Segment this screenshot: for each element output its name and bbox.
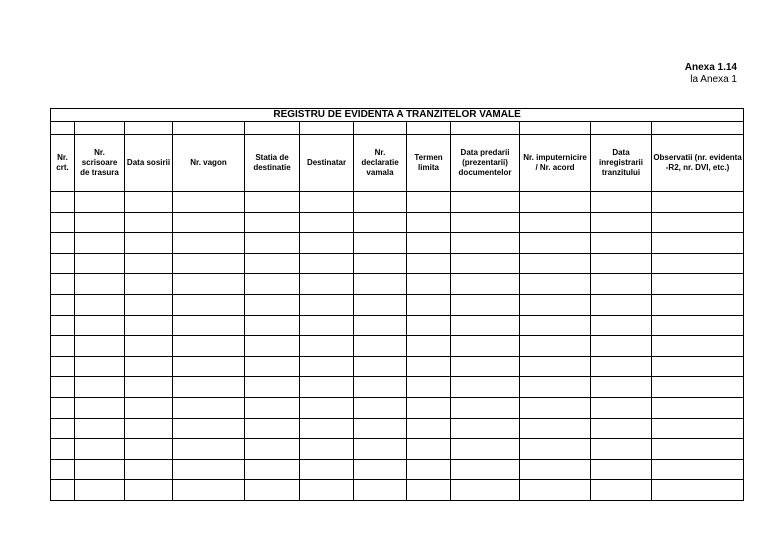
table-cell <box>75 192 125 213</box>
table-cell <box>125 294 173 315</box>
table-cell <box>652 439 744 460</box>
table-cell <box>451 356 520 377</box>
table-cell <box>451 377 520 398</box>
table-cell <box>451 212 520 233</box>
table-cell <box>451 439 520 460</box>
table-cell <box>591 439 652 460</box>
table-cell <box>652 336 744 357</box>
table-cell <box>245 212 300 233</box>
table-cell <box>354 377 407 398</box>
table-cell <box>354 418 407 439</box>
table-cell <box>173 253 245 274</box>
register-title: REGISTRU DE EVIDENTA A TRANZITELOR VAMALE <box>51 109 744 122</box>
table-cell <box>245 459 300 480</box>
table-row <box>51 294 744 315</box>
table-cell <box>300 439 354 460</box>
table-cell <box>51 418 75 439</box>
table-cell <box>125 192 173 213</box>
column-header-termen-limita: Termen limita <box>407 135 451 192</box>
table-cell <box>75 274 125 295</box>
table-cell <box>51 192 75 213</box>
table-cell <box>407 274 451 295</box>
table-row <box>51 397 744 418</box>
column-header-observatii: Observatii (nr. evidenta -R2, nr. DVI, etc.) <box>652 135 744 192</box>
table-cell <box>75 459 125 480</box>
table-cell <box>125 253 173 274</box>
table-cell <box>451 192 520 213</box>
table-cell <box>354 397 407 418</box>
table-cell <box>125 315 173 336</box>
table-cell <box>451 336 520 357</box>
table-cell <box>407 356 451 377</box>
table-cell <box>451 253 520 274</box>
table-cell <box>51 480 75 501</box>
table-cell <box>173 192 245 213</box>
table-cell <box>652 315 744 336</box>
table-cell <box>407 439 451 460</box>
table-cell <box>173 397 245 418</box>
table-cell <box>591 233 652 254</box>
table-cell <box>591 397 652 418</box>
table-cell <box>51 397 75 418</box>
table-cell <box>75 315 125 336</box>
table-cell <box>451 315 520 336</box>
table-cell <box>354 274 407 295</box>
table-cell <box>51 294 75 315</box>
annex-reference <box>685 62 737 86</box>
table-row <box>51 418 744 439</box>
table-cell <box>520 459 591 480</box>
column-header-nr-crt: Nr. crt. <box>51 135 75 192</box>
table-cell <box>451 233 520 254</box>
table-cell <box>300 459 354 480</box>
table-cell <box>652 192 744 213</box>
table-cell <box>173 480 245 501</box>
table-cell <box>75 336 125 357</box>
table-cell <box>354 212 407 233</box>
table-cell <box>245 397 300 418</box>
table-cell <box>652 212 744 233</box>
table-cell <box>591 480 652 501</box>
table-cell <box>300 336 354 357</box>
annex-subtitle: la Anexa 1 <box>690 74 737 85</box>
table-cell <box>300 233 354 254</box>
table-cell <box>125 377 173 398</box>
table-cell <box>51 439 75 460</box>
table-cell <box>591 294 652 315</box>
table-cell <box>51 315 75 336</box>
table-cell <box>451 459 520 480</box>
table-cell <box>407 336 451 357</box>
table-cell <box>125 356 173 377</box>
table-cell <box>591 212 652 233</box>
table-cell <box>520 315 591 336</box>
table-cell <box>591 274 652 295</box>
table-cell <box>407 480 451 501</box>
table-cell <box>125 212 173 233</box>
table-cell <box>451 418 520 439</box>
table-cell <box>407 397 451 418</box>
table-cell <box>407 377 451 398</box>
spacer-row <box>51 122 744 135</box>
table-cell <box>125 336 173 357</box>
table-cell <box>652 397 744 418</box>
table-cell <box>75 356 125 377</box>
table-row <box>51 212 744 233</box>
table-cell <box>451 397 520 418</box>
table-cell <box>300 274 354 295</box>
table-cell <box>173 356 245 377</box>
table-cell <box>75 439 125 460</box>
table-row <box>51 233 744 254</box>
table-cell <box>75 212 125 233</box>
table-cell <box>520 439 591 460</box>
table-cell <box>652 253 744 274</box>
table-cell <box>245 192 300 213</box>
table-cell <box>300 397 354 418</box>
table-cell <box>520 377 591 398</box>
table-cell <box>245 274 300 295</box>
table-cell <box>407 418 451 439</box>
table-cell <box>652 356 744 377</box>
table-cell <box>245 418 300 439</box>
table-cell <box>300 480 354 501</box>
table-cell <box>520 212 591 233</box>
table-cell <box>173 439 245 460</box>
table-cell <box>173 294 245 315</box>
column-header-data-predarii: Data predarii (prezentarii) documentelor <box>451 135 520 192</box>
table-cell <box>51 336 75 357</box>
table-cell <box>652 480 744 501</box>
header-row <box>51 135 744 192</box>
table-cell <box>245 356 300 377</box>
table-cell <box>173 274 245 295</box>
column-header-nr-declaratie: Nr. declaratie vamala <box>354 135 407 192</box>
table-row <box>51 459 744 480</box>
table-cell <box>125 480 173 501</box>
table-cell <box>652 274 744 295</box>
table-cell <box>75 253 125 274</box>
table-cell <box>125 274 173 295</box>
table-cell <box>520 480 591 501</box>
table-cell <box>354 336 407 357</box>
table-cell <box>407 192 451 213</box>
table-cell <box>652 233 744 254</box>
table-cell <box>591 418 652 439</box>
table-cell <box>300 377 354 398</box>
table-cell <box>520 356 591 377</box>
table-cell <box>125 397 173 418</box>
table-cell <box>245 480 300 501</box>
table-cell <box>51 377 75 398</box>
table-cell <box>520 253 591 274</box>
column-header-nr-scrisoare: Nr. scrisoare de trasura <box>75 135 125 192</box>
table-cell <box>173 233 245 254</box>
table-cell <box>51 274 75 295</box>
table-cell <box>300 294 354 315</box>
table-row <box>51 377 744 398</box>
table-cell <box>354 480 407 501</box>
table-cell <box>125 459 173 480</box>
column-header-destinatar: Destinatar <box>300 135 354 192</box>
table-cell <box>407 294 451 315</box>
table-cell <box>245 315 300 336</box>
table-cell <box>245 294 300 315</box>
table-cell <box>300 212 354 233</box>
table-cell <box>354 233 407 254</box>
column-header-data-inregistrarii: Data inregistrarii tranzitului <box>591 135 652 192</box>
table-cell <box>354 253 407 274</box>
table-cell <box>300 253 354 274</box>
table-cell <box>75 233 125 254</box>
table-cell <box>354 192 407 213</box>
table-cell <box>51 253 75 274</box>
column-header-statia-destinatie: Statia de destinatie <box>245 135 300 192</box>
table-cell <box>51 233 75 254</box>
table-cell <box>591 459 652 480</box>
table-cell <box>520 336 591 357</box>
table-cell <box>652 459 744 480</box>
table-cell <box>354 459 407 480</box>
table-cell <box>173 377 245 398</box>
table-cell <box>51 212 75 233</box>
table-cell <box>591 356 652 377</box>
table-row <box>51 439 744 460</box>
table-cell <box>407 315 451 336</box>
table-row <box>51 274 744 295</box>
table-cell <box>520 192 591 213</box>
table-cell <box>173 459 245 480</box>
table-cell <box>75 397 125 418</box>
table-cell <box>125 439 173 460</box>
table-cell <box>75 294 125 315</box>
table-cell <box>245 233 300 254</box>
table-cell <box>520 397 591 418</box>
table-cell <box>354 356 407 377</box>
table-cell <box>245 377 300 398</box>
column-header-nr-imputernicire: Nr. imputernicire / Nr. acord <box>520 135 591 192</box>
table-cell <box>520 274 591 295</box>
table-cell <box>75 480 125 501</box>
table-cell <box>520 233 591 254</box>
column-header-nr-vagon: Nr. vagon <box>173 135 245 192</box>
table-cell <box>125 418 173 439</box>
table-cell <box>652 418 744 439</box>
table-row <box>51 315 744 336</box>
table-row <box>51 480 744 501</box>
table-cell <box>245 253 300 274</box>
table-cell <box>354 294 407 315</box>
table-cell <box>300 356 354 377</box>
table-cell <box>173 315 245 336</box>
table-cell <box>407 253 451 274</box>
table-cell <box>354 439 407 460</box>
table-cell <box>51 356 75 377</box>
table-cell <box>407 233 451 254</box>
table-cell <box>245 439 300 460</box>
table-cell <box>354 315 407 336</box>
table-cell <box>173 418 245 439</box>
table-cell <box>652 294 744 315</box>
table-cell <box>451 294 520 315</box>
table-cell <box>591 377 652 398</box>
table-row <box>51 253 744 274</box>
table-cell <box>591 192 652 213</box>
column-header-data-sosirii: Data sosirii <box>125 135 173 192</box>
table-cell <box>451 480 520 501</box>
table-cell <box>173 336 245 357</box>
table-cell <box>520 294 591 315</box>
table-cell <box>173 212 245 233</box>
table-cell <box>51 459 75 480</box>
table-row <box>51 192 744 213</box>
table-cell <box>591 253 652 274</box>
table-cell <box>591 336 652 357</box>
table-cell <box>451 274 520 295</box>
table-row <box>51 356 744 377</box>
table-cell <box>75 377 125 398</box>
annex-title: Anexa 1.14 <box>684 62 737 73</box>
table-row <box>51 336 744 357</box>
table-cell <box>125 233 173 254</box>
table-cell <box>407 212 451 233</box>
table-cell <box>300 192 354 213</box>
table-cell <box>300 418 354 439</box>
table-cell <box>652 377 744 398</box>
table-cell <box>591 315 652 336</box>
table-cell <box>75 418 125 439</box>
table-cell <box>520 418 591 439</box>
table-cell <box>300 315 354 336</box>
table-cell <box>245 336 300 357</box>
transit-register-table <box>50 108 744 501</box>
table-cell <box>407 459 451 480</box>
